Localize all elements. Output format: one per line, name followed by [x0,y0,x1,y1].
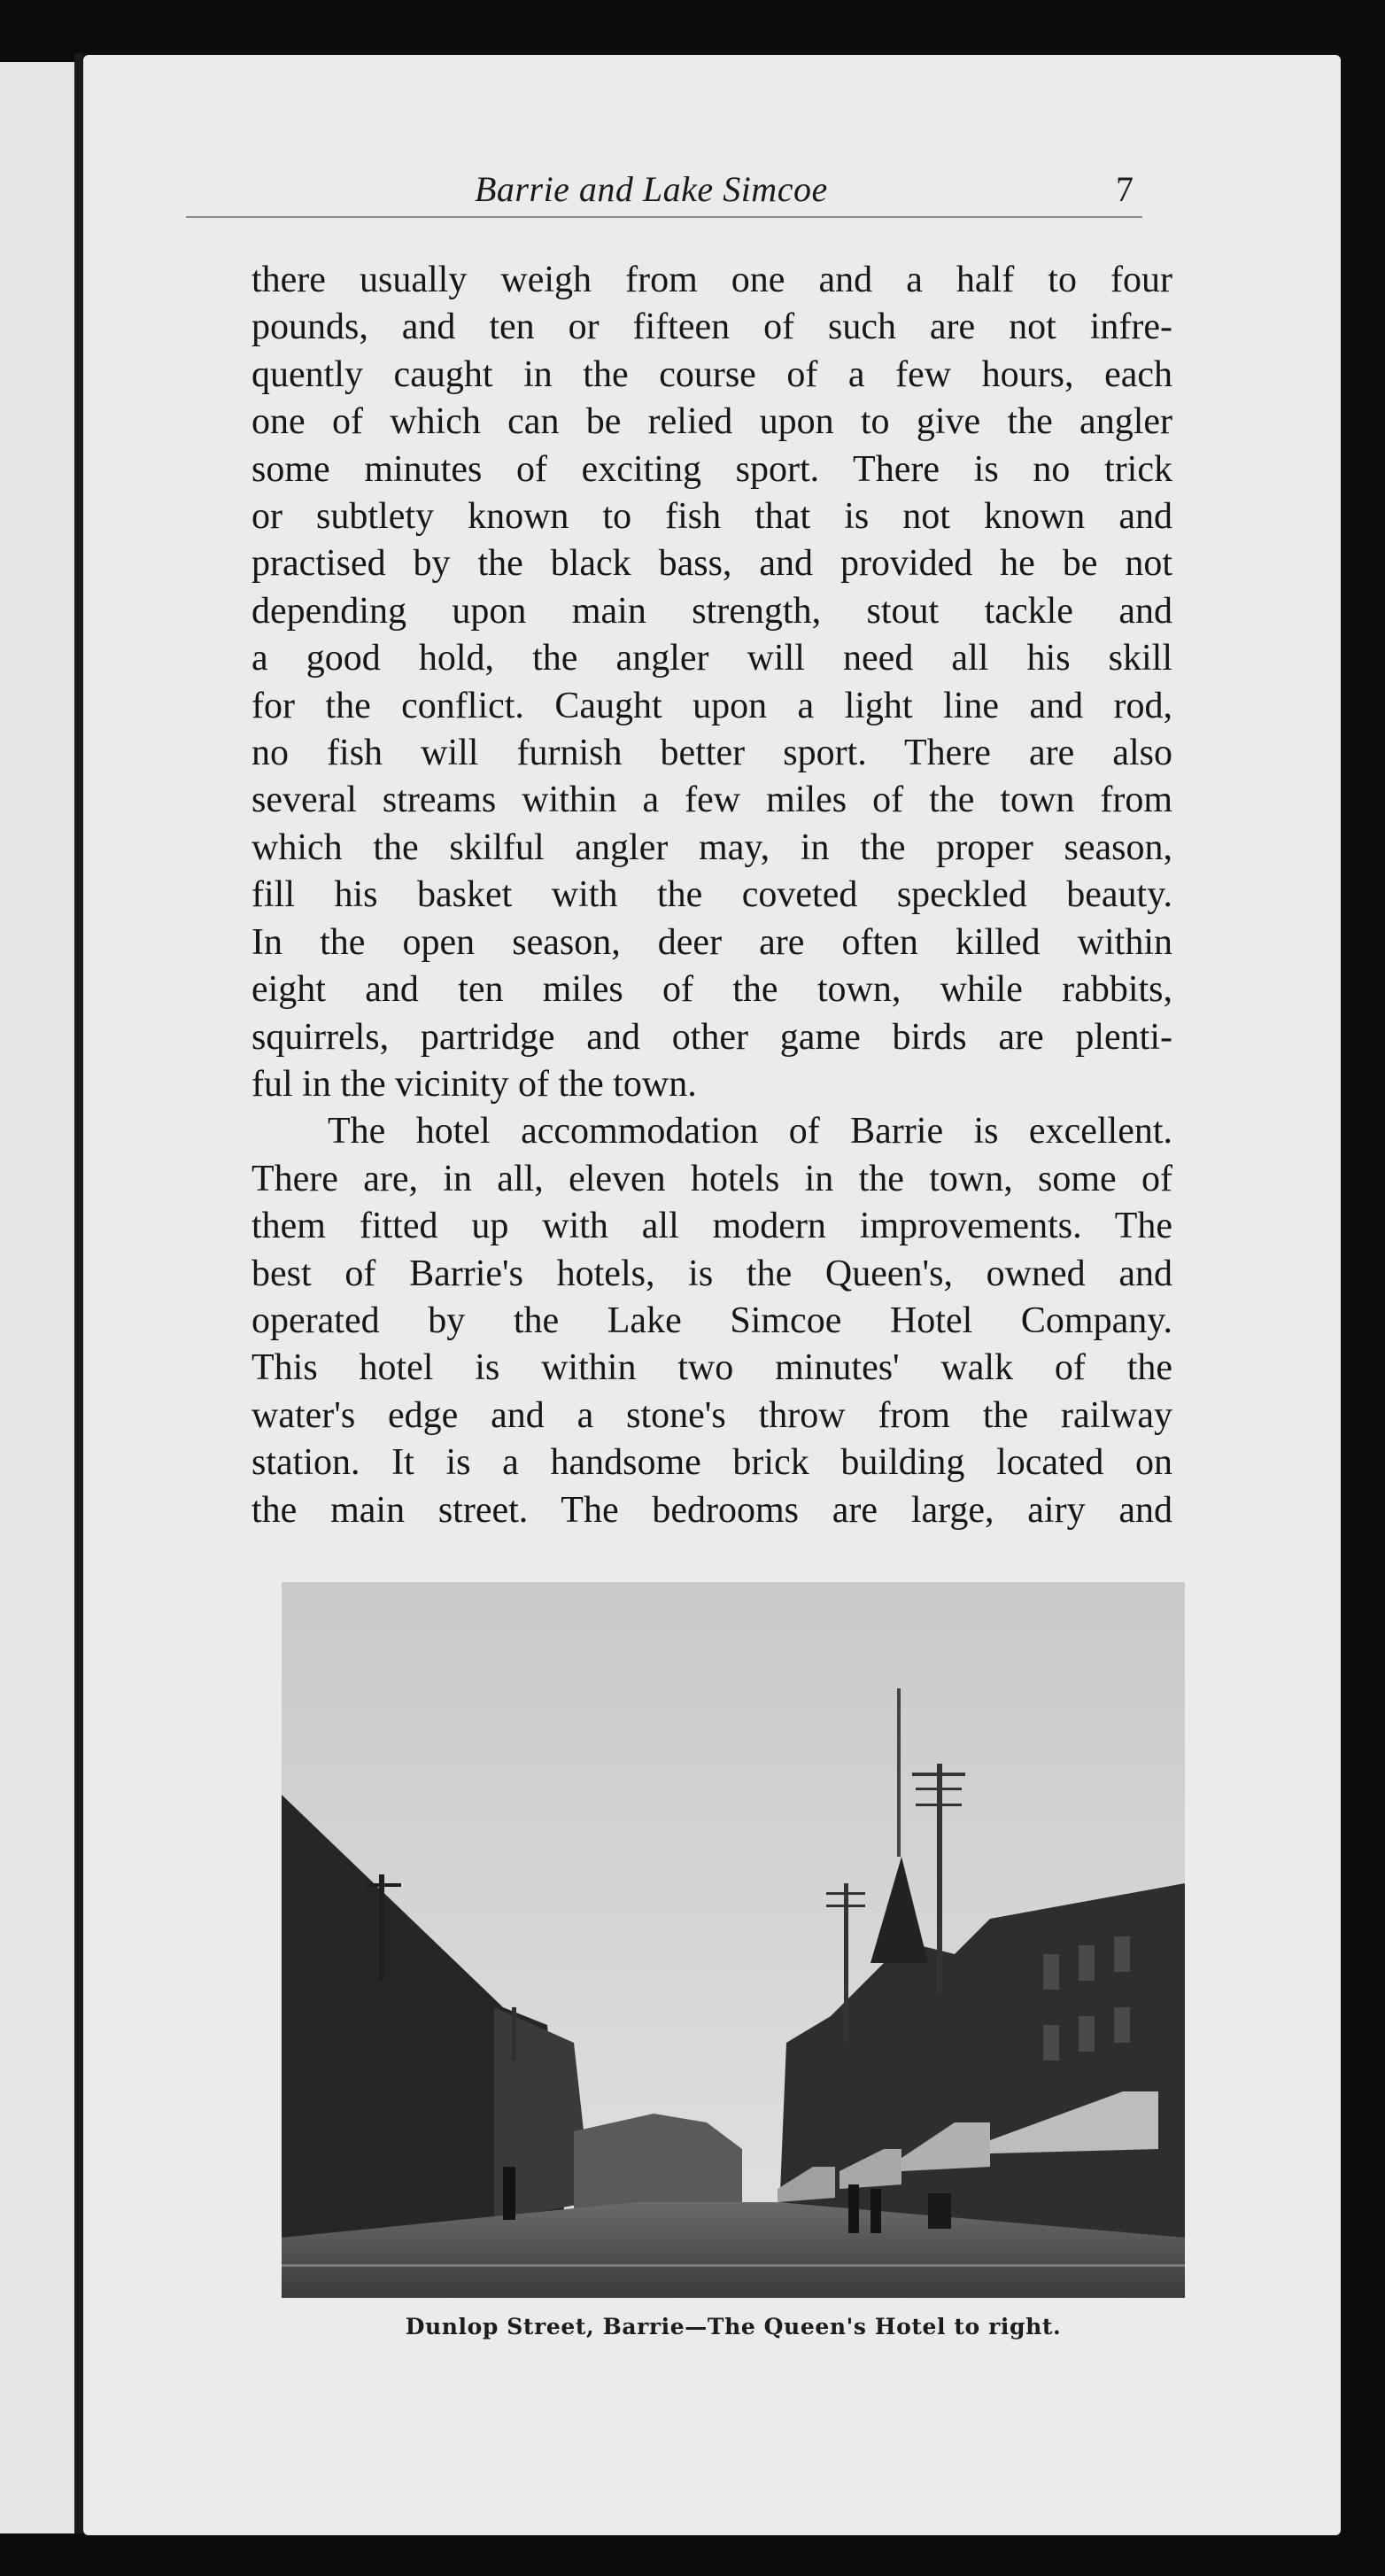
text-line: one of which can be relied upon to give the angler [251,401,1172,443]
text-line: eight and ten miles of the town, while rabbits, [251,969,1172,1011]
text-line: In the open season, deer are often killed within [251,921,1172,963]
photo-caption: Dunlop Street, Barrie—The Queen's Hotel to right. [405,2314,1062,2339]
text-line: station. It is a handsome brick building located on [251,1442,1172,1484]
text-line: some minutes of exciting sport. There is no trick [251,448,1172,490]
text-line: or subtlety known to fish that is not known and [251,496,1172,538]
text-line: ful in the vicinity of the town. [251,1063,697,1105]
text-line: squirrels, partridge and other game birds are plenti- [251,1016,1172,1058]
running-title: Barrie and Lake Simcoe [475,169,828,209]
street-photograph [282,1582,1185,2298]
text-line: operated by the Lake Simcoe Hotel Company. [251,1300,1172,1341]
text-line: water's edge and a stone's throw from the railway [251,1394,1172,1436]
text-line: quently caught in the course of a few hours, each [251,353,1172,395]
body-text [251,257,1172,1534]
text-line: the main street. The bedrooms are large, airy and [251,1489,1172,1531]
text-line: for the conflict. Caught upon a light line and rod, [251,685,1172,726]
text-line: a good hold, the angler will need all his skill [251,638,1172,679]
text-line: best of Barrie's hotels, is the Queen's, owned and [251,1253,1172,1294]
facing-page-edge [0,62,74,2533]
text-line: them fitted up with all modern improvements. The [251,1206,1172,1247]
text-line: no fish will furnish better sport. There are also [251,733,1172,774]
text-line: which the skilful angler may, in the proper season, [251,826,1172,868]
text-line: depending upon main strength, stout tackle and [251,590,1172,632]
text-line: there usually weigh from one and a half to four [251,260,1172,300]
text-line: This hotel is within two minutes' walk of the [251,1347,1172,1389]
text-line: several streams within a few miles of the town from [251,780,1172,821]
text-line: There are, in all, eleven hotels in the town, some of [251,1158,1172,1199]
book-gutter [74,53,83,2533]
text-line: The hotel accommodation of Barrie is excellent. [328,1111,1172,1152]
text-line: pounds, and ten or fifteen of such are not infre- [251,306,1172,348]
page-number: 7 [1116,169,1134,209]
text-line: fill his basket with the coveted speckled beauty. [251,874,1172,916]
text-line: practised by the black bass, and provided he be not [251,543,1172,585]
street-scene-illustration [282,1582,1185,2298]
page-header [186,163,1142,218]
